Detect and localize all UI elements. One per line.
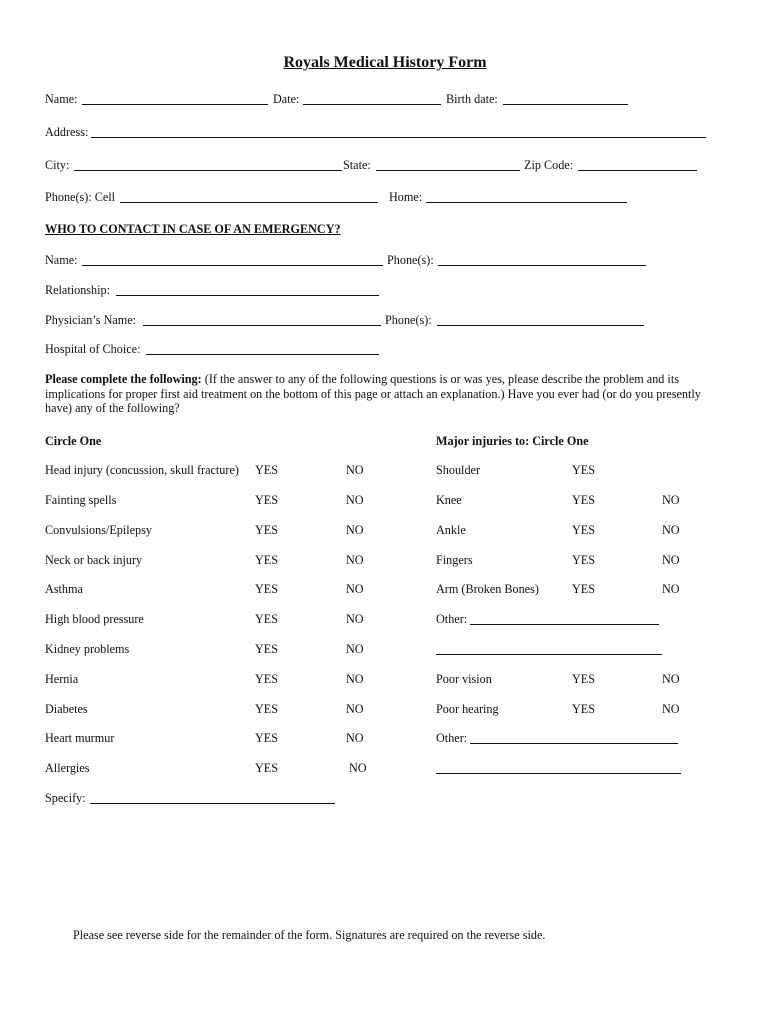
injury-no[interactable]: NO	[662, 553, 680, 567]
injury-no[interactable]: NO	[662, 523, 680, 537]
name-label: Name:	[45, 92, 78, 106]
emergency-heading: WHO TO CONTACT IN CASE OF AN EMERGENCY?	[45, 222, 341, 236]
birth-date-label: Birth date:	[446, 92, 498, 106]
city-label: City:	[45, 158, 70, 172]
sense-label: Poor vision	[436, 672, 492, 686]
condition-label: Neck or back injury	[45, 553, 143, 567]
injury-label: Knee	[436, 493, 462, 507]
injury-yes[interactable]: YES	[572, 553, 596, 567]
injury-label: Fingers	[436, 553, 473, 567]
condition-label: Allergies	[45, 761, 90, 775]
condition-no[interactable]: NO	[346, 731, 364, 745]
condition-no[interactable]: NO	[346, 463, 364, 477]
city-field[interactable]	[74, 170, 342, 171]
injury-label: Ankle	[436, 523, 466, 537]
relationship-field[interactable]	[116, 295, 379, 296]
physician-label: Physician’s Name:	[45, 313, 137, 327]
zip-field[interactable]	[578, 170, 697, 171]
home-phone-label: Home:	[389, 190, 423, 204]
state-label: State:	[343, 158, 371, 172]
birth-date-field[interactable]	[503, 104, 628, 105]
condition-label: Diabetes	[45, 702, 88, 716]
condition-yes[interactable]: YES	[255, 493, 279, 507]
phone-cell-label: Phone(s): Cell	[45, 190, 116, 204]
condition-label: Asthma	[45, 582, 83, 596]
phone-cell-field[interactable]	[120, 202, 378, 203]
injury-no[interactable]: NO	[662, 493, 680, 507]
injury-yes[interactable]: YES	[572, 463, 596, 477]
condition-yes[interactable]: YES	[255, 553, 279, 567]
other-sense-field-2[interactable]	[436, 773, 681, 774]
home-phone-field[interactable]	[426, 202, 627, 203]
condition-yes[interactable]: YES	[255, 612, 279, 626]
condition-no[interactable]: NO	[349, 761, 367, 775]
condition-yes[interactable]: YES	[255, 761, 279, 775]
condition-no[interactable]: NO	[346, 493, 364, 507]
injury-yes[interactable]: YES	[572, 523, 596, 537]
footer-note: Please see reverse side for the remainder of the form. Signatures are required on the reverse side.	[73, 928, 546, 942]
condition-label: Hernia	[45, 672, 79, 686]
hospital-field[interactable]	[146, 354, 379, 355]
sense-no[interactable]: NO	[662, 702, 680, 716]
date-label: Date:	[273, 92, 300, 106]
condition-no[interactable]: NO	[346, 582, 364, 596]
other-injury-field-2[interactable]	[436, 654, 662, 655]
sense-no[interactable]: NO	[662, 672, 680, 686]
state-field[interactable]	[376, 170, 520, 171]
name-field[interactable]	[82, 104, 268, 105]
physician-field[interactable]	[143, 325, 381, 326]
condition-label: Head injury (concussion, skull fracture)	[45, 463, 239, 477]
instructions-text: (If the answer to any of the following questions is or was yes, please describe the problem and its implications for proper first aid treatment on the bottom of this page or attach an explanation.) Have you ever had (or do you presently have) any of the following?	[45, 372, 701, 416]
address-label: Address:	[45, 125, 89, 139]
condition-no[interactable]: NO	[346, 672, 364, 686]
condition-yes[interactable]: YES	[255, 463, 279, 477]
emergency-name-field[interactable]	[82, 265, 383, 266]
emergency-name-label: Name:	[45, 253, 78, 267]
injury-yes[interactable]: YES	[572, 582, 596, 596]
date-field[interactable]	[303, 104, 441, 105]
emergency-phones-field[interactable]	[438, 265, 646, 266]
major-injuries-header: Major injuries to: Circle One	[436, 434, 589, 448]
injury-yes[interactable]: YES	[572, 493, 596, 507]
other-injury-label: Other:	[436, 612, 468, 626]
condition-no[interactable]: NO	[346, 553, 364, 567]
other-injury-field[interactable]	[470, 624, 659, 625]
form-title: Royals Medical History Form	[283, 54, 487, 71]
specify-field[interactable]	[90, 803, 335, 804]
circle-one-header: Circle One	[45, 434, 102, 448]
condition-label: Convulsions/Epilepsy	[45, 523, 152, 537]
relationship-label: Relationship:	[45, 283, 110, 297]
zip-label: Zip Code:	[524, 158, 574, 172]
condition-yes[interactable]: YES	[255, 702, 279, 716]
instructions-lead: Please complete the following:	[45, 372, 202, 386]
injury-label: Shoulder	[436, 463, 481, 477]
specify-label: Specify:	[45, 791, 86, 805]
sense-label: Poor hearing	[436, 702, 499, 716]
condition-no[interactable]: NO	[346, 523, 364, 537]
condition-no[interactable]: NO	[346, 612, 364, 626]
condition-label: Fainting spells	[45, 493, 117, 507]
physician-phones-label: Phone(s):	[385, 313, 432, 327]
sense-yes[interactable]: YES	[572, 702, 596, 716]
injury-label: Arm (Broken Bones)	[436, 582, 539, 596]
condition-yes[interactable]: YES	[255, 523, 279, 537]
condition-label: High blood pressure	[45, 612, 144, 626]
hospital-label: Hospital of Choice:	[45, 342, 141, 356]
injury-no[interactable]: NO	[662, 582, 680, 596]
address-field[interactable]	[91, 137, 706, 138]
condition-label: Heart murmur	[45, 731, 115, 745]
other-sense-field[interactable]	[470, 743, 678, 744]
condition-yes[interactable]: YES	[255, 731, 279, 745]
condition-yes[interactable]: YES	[255, 672, 279, 686]
instructions-paragraph	[45, 372, 715, 416]
other-sense-label: Other:	[436, 731, 468, 745]
condition-no[interactable]: NO	[346, 702, 364, 716]
condition-yes[interactable]: YES	[255, 642, 279, 656]
sense-yes[interactable]: YES	[572, 672, 596, 686]
condition-yes[interactable]: YES	[255, 582, 279, 596]
physician-phones-field[interactable]	[437, 325, 644, 326]
condition-label: Kidney problems	[45, 642, 130, 656]
emergency-phones-label: Phone(s):	[387, 253, 434, 267]
condition-no[interactable]: NO	[346, 642, 364, 656]
